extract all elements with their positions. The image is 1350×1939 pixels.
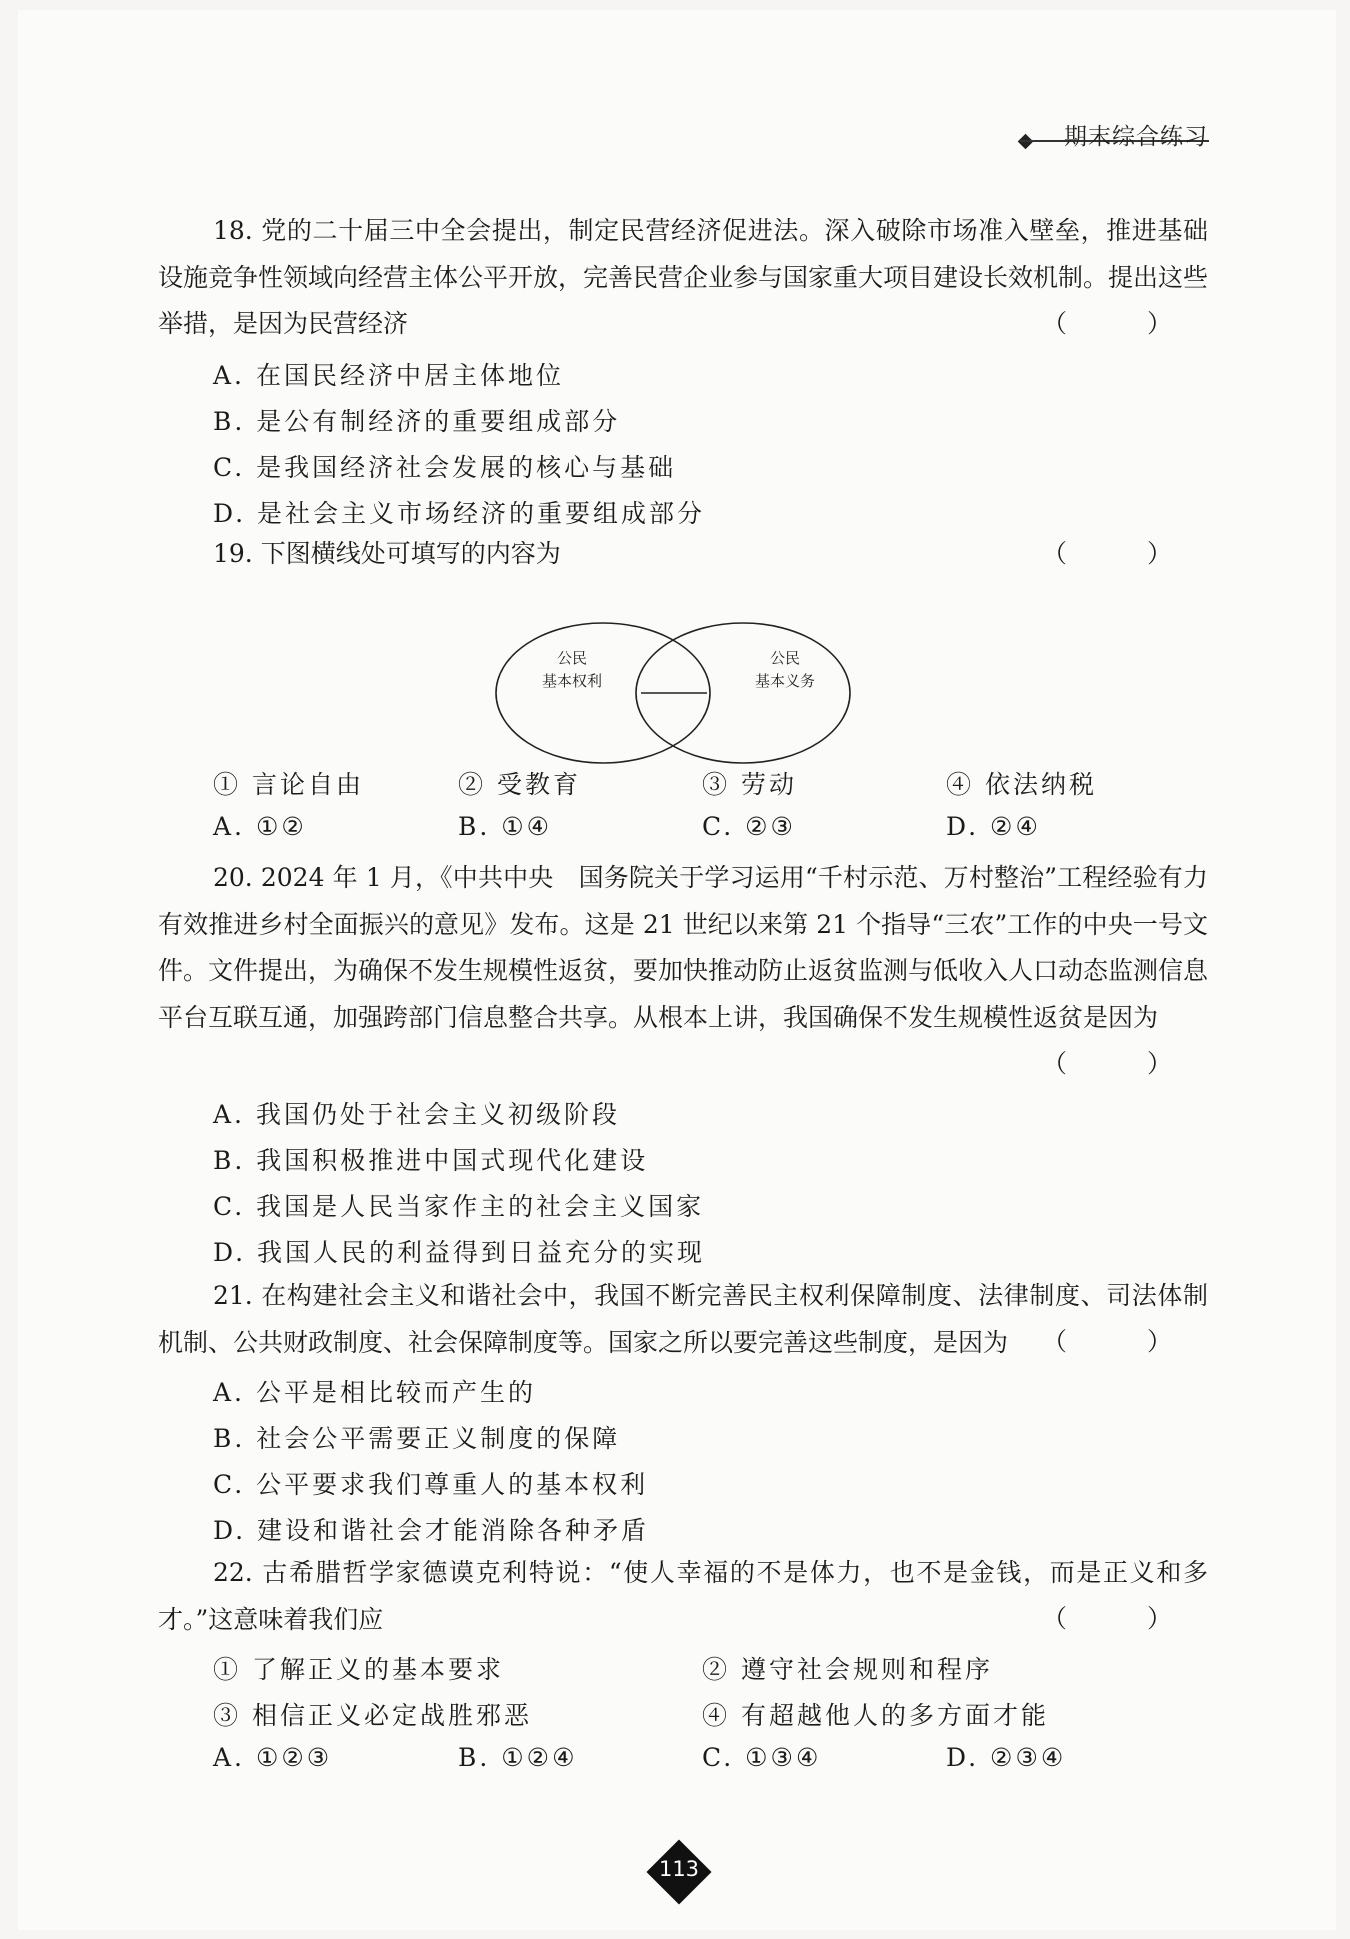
- choice-c: C. ②③: [702, 812, 796, 841]
- item-4: ④ 有超越他人的多方面才能: [702, 1701, 1049, 1730]
- question-19: [158, 531, 1208, 578]
- choice-a: A. ①②: [213, 812, 307, 841]
- question-18-stem: 18. 党的二十届三中全会提出，制定民营经济促进法。深入破除市场准入壁垒，推进基础设施竞争性领域向经营主体公平开放，完善民营企业参与国家重大项目建设长效机制。提出这些举措，是因为民营经济: [158, 216, 1209, 338]
- question-19-stem: 19. 下图横线处可填写的内容为: [213, 539, 561, 568]
- option-d: D. 是社会主义市场经济的重要组成部分: [213, 499, 706, 528]
- question-20: [158, 855, 1209, 1078]
- option-b: B. 是公有制经济的重要组成部分: [213, 407, 621, 436]
- choice-d: D. ②③④: [946, 1743, 1067, 1772]
- option-d: D. 建设和谐社会才能消除各种矛盾: [213, 1516, 650, 1545]
- choice-b: B. ①②④: [458, 1743, 578, 1772]
- question-21: [158, 1273, 1208, 1366]
- item-2: ② 遵守社会规则和程序: [702, 1655, 993, 1684]
- item-3: ③ 相信正义必定战胜邪恶: [213, 1701, 532, 1730]
- choice-c: C. ①③④: [702, 1743, 822, 1772]
- option-b: B. 我国积极推进中国式现代化建设: [213, 1146, 649, 1175]
- venn-right-line1: 公民: [769, 649, 801, 667]
- question-22-stem: 22. 古希腊哲学家德谟克利特说：“使人幸福的不是体力，也不是金钱，而是正义和多才。”这意味着我们应: [158, 1558, 1208, 1634]
- answer-paren: （ ）: [1042, 539, 1208, 568]
- item-3: ③ 劳动: [702, 770, 797, 799]
- item-4: ④ 依法纳税: [946, 770, 1097, 799]
- answer-paren: （ ）: [1042, 1327, 1208, 1356]
- venn-diagram: [495, 620, 870, 770]
- question-20-stem: 20. 2024 年 1 月，《中共中央 国务院关于学习运用“千村示范、万村整治”工程经验有力有效推进乡村全面振兴的意见》发布。这是 21 世纪以来第 21 个指导“三农”工作的中央一号文件。文件提出，为确保不发生规模性返贫，要加快推动防止返贫监测与低收入人口动态监测信息平台互联互通，加强跨部门信息整合共享。从根本上讲，我国确保不发生规模性返贫是因为: [158, 863, 1209, 1032]
- item-1: ① 了解正义的基本要求: [213, 1655, 504, 1684]
- choice-b: B. ①④: [458, 812, 553, 841]
- option-a: A. 我国仍处于社会主义初级阶段: [213, 1100, 620, 1129]
- option-d: D. 我国人民的利益得到日益充分的实现: [213, 1238, 706, 1267]
- option-a: A. 在国民经济中居主体地位: [213, 361, 564, 390]
- item-1: ① 言论自由: [213, 770, 364, 799]
- option-c: C. 我国是人民当家作主的社会主义国家: [213, 1192, 705, 1221]
- question-18: [158, 208, 1208, 348]
- answer-paren: （ ）: [1042, 1049, 1208, 1078]
- answer-paren: （ ）: [1042, 1604, 1208, 1633]
- answer-paren: （ ）: [1042, 309, 1208, 338]
- choice-d: D. ②④: [946, 812, 1041, 841]
- option-a: A. 公平是相比较而产生的: [213, 1378, 536, 1407]
- question-22: [158, 1550, 1208, 1643]
- option-c: C. 公平要求我们尊重人的基本权利: [213, 1470, 649, 1499]
- choice-a: A. ①②③: [213, 1743, 333, 1772]
- question-21-stem: 21. 在构建社会主义和谐社会中，我国不断完善民主权利保障制度、法律制度、司法体制机制、公共财政制度、社会保障制度等。国家之所以要完善这些制度，是因为: [158, 1281, 1208, 1357]
- item-2: ② 受教育: [458, 770, 581, 799]
- section-header: 期末综合练习: [1064, 124, 1208, 150]
- option-c: C. 是我国经济社会发展的核心与基础: [213, 453, 677, 482]
- venn-right-line2: 基本义务: [754, 672, 816, 690]
- venn-left-line1: 公民: [556, 649, 588, 667]
- option-b: B. 社会公平需要正义制度的保障: [213, 1424, 621, 1453]
- page-number: 113: [658, 1857, 700, 1881]
- venn-left-line2: 基本权利: [541, 672, 603, 690]
